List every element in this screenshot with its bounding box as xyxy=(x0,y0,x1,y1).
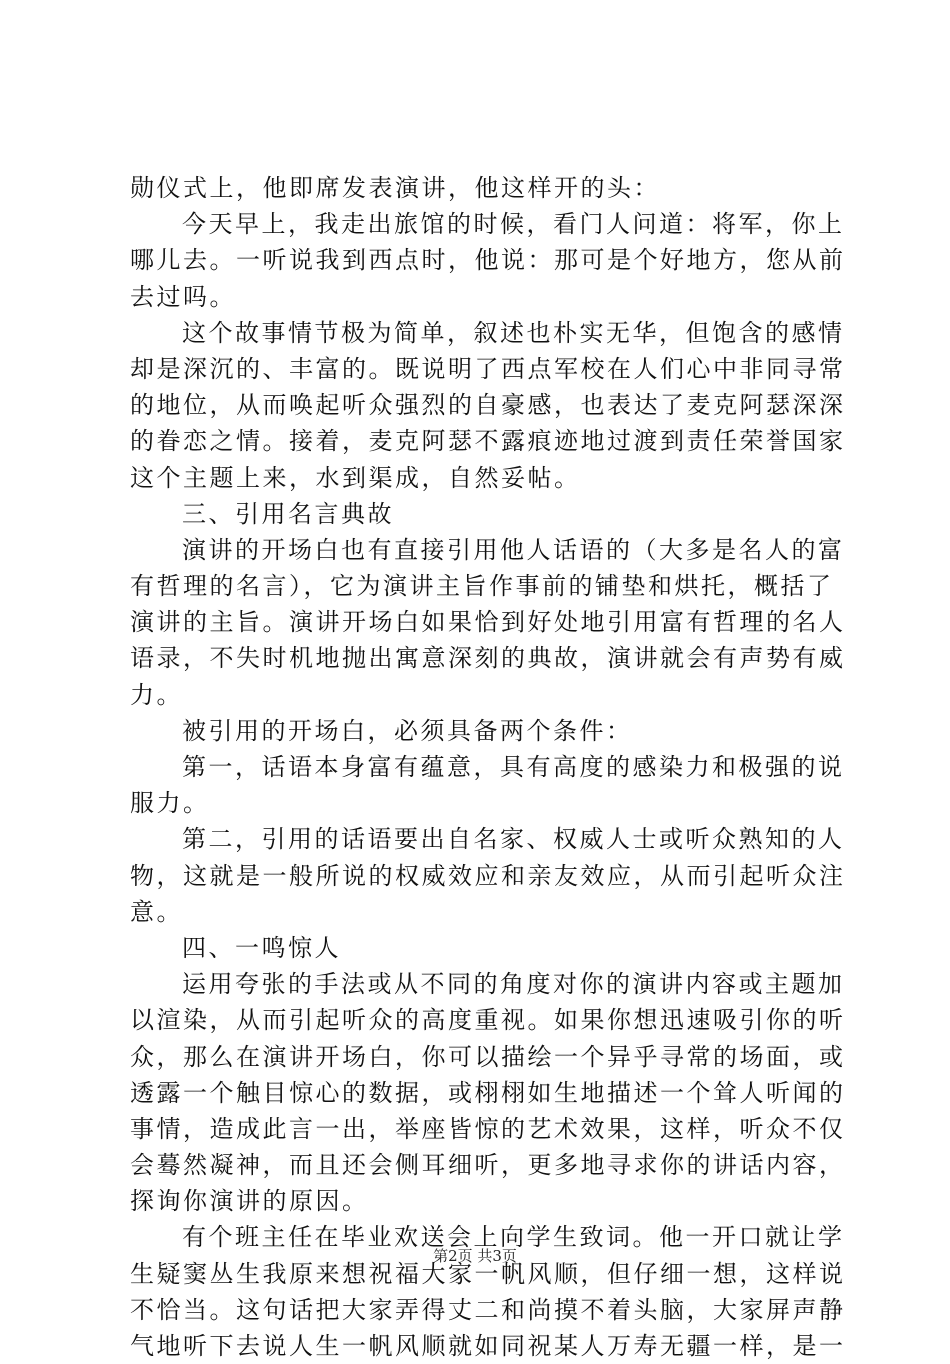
text-line: 三、引用名言典故 xyxy=(182,499,394,528)
text-line: 意。 xyxy=(130,897,183,926)
text-line: 今天早上，我走出旅馆的时候，看门人问道：将军，你上 xyxy=(182,210,845,239)
text-line: 力。 xyxy=(130,680,183,709)
text-line: 事情，造成此言一出，举座皆惊的艺术效果，这样，听众不仅 xyxy=(130,1114,846,1143)
text-line: 第二，引用的话语要出自名家、权威人士或听众熟知的人 xyxy=(182,825,845,854)
text-line: 会蓦然凝神，而且还会侧耳细听，更多地寻求你的讲话内容， xyxy=(130,1151,846,1180)
text-line: 演讲的主旨。演讲开场白如果恰到好处地引用富有哲理的名人 xyxy=(130,608,846,637)
text-line: 哪儿去。一听说我到西点时，他说：那可是个好地方，您从前 xyxy=(130,246,846,275)
text-line: 第一，话语本身富有蕴意，具有高度的感染力和极强的说 xyxy=(182,753,845,781)
text-line: 语录，不失时机地抛出寓意深刻的典故，演讲就会有声势有威 xyxy=(130,644,846,673)
text-line: 以渲染，从而引起听众的高度重视。如果你想迅速吸引你的听 xyxy=(130,1006,846,1035)
text-line: 的地位，从而唤起听众强烈的自豪感，也表达了麦克阿瑟深深 xyxy=(130,391,846,420)
text-line: 有个班主任在毕业欢送会上向学生致词。他一开口就让学 xyxy=(182,1223,845,1252)
text-line: 勋仪式上，他即席发表演讲，他这样开的头： xyxy=(130,174,660,202)
text-line: 生疑窦丛生我原来想祝福大家一帆风顺，但仔细一想，这样说 xyxy=(130,1259,846,1288)
page-number: 第2页 共3页 xyxy=(433,1247,517,1265)
text-line: 物，这就是一般所说的权威效应和亲友效应，从而引起听众注 xyxy=(130,861,846,890)
text-line: 演讲的开场白也有直接引用他人话语的（大多是名人的富 xyxy=(182,535,845,564)
text-line: 却是深沉的、丰富的。既说明了西点军校在人们心中非同寻常 xyxy=(130,354,846,383)
text-line: 运用夸张的手法或从不同的角度对你的演讲内容或主题加 xyxy=(182,970,845,999)
text-line: 被引用的开场白，必须具备两个条件： xyxy=(182,716,633,745)
text-line: 去过吗。 xyxy=(130,282,236,311)
text-line: 服力。 xyxy=(130,789,210,818)
text-line: 不恰当。这句话把大家弄得丈二和尚摸不着头脑，大家屏声静 xyxy=(130,1295,846,1324)
text-line: 的眷恋之情。接着，麦克阿瑟不露痕迹地过渡到责任荣誉国家 xyxy=(130,427,846,456)
text-line: 四、一鸣惊人 xyxy=(182,933,341,962)
text-line: 众，那么在演讲开场白，你可以描绘一个异乎寻常的场面，或 xyxy=(130,1042,846,1071)
document-body xyxy=(130,170,846,1364)
text-line: 这个故事情节极为简单，叙述也朴实无华，但饱含的感情 xyxy=(182,318,845,347)
text-line: 探询你演讲的原因。 xyxy=(130,1187,369,1216)
text-line: 气地听下去说人生一帆风顺就如同祝某人万寿无疆一样，是一 xyxy=(130,1332,846,1360)
page-footer xyxy=(0,1245,950,1266)
text-line: 有哲理的名言），它为演讲主旨作事前的铺垫和烘托，概括了 xyxy=(130,572,834,601)
text-line: 这个主题上来，水到渠成，自然妥帖。 xyxy=(130,463,581,492)
text-line: 透露一个触目惊心的数据，或栩栩如生地描述一个耸人听闻的 xyxy=(130,1078,846,1107)
